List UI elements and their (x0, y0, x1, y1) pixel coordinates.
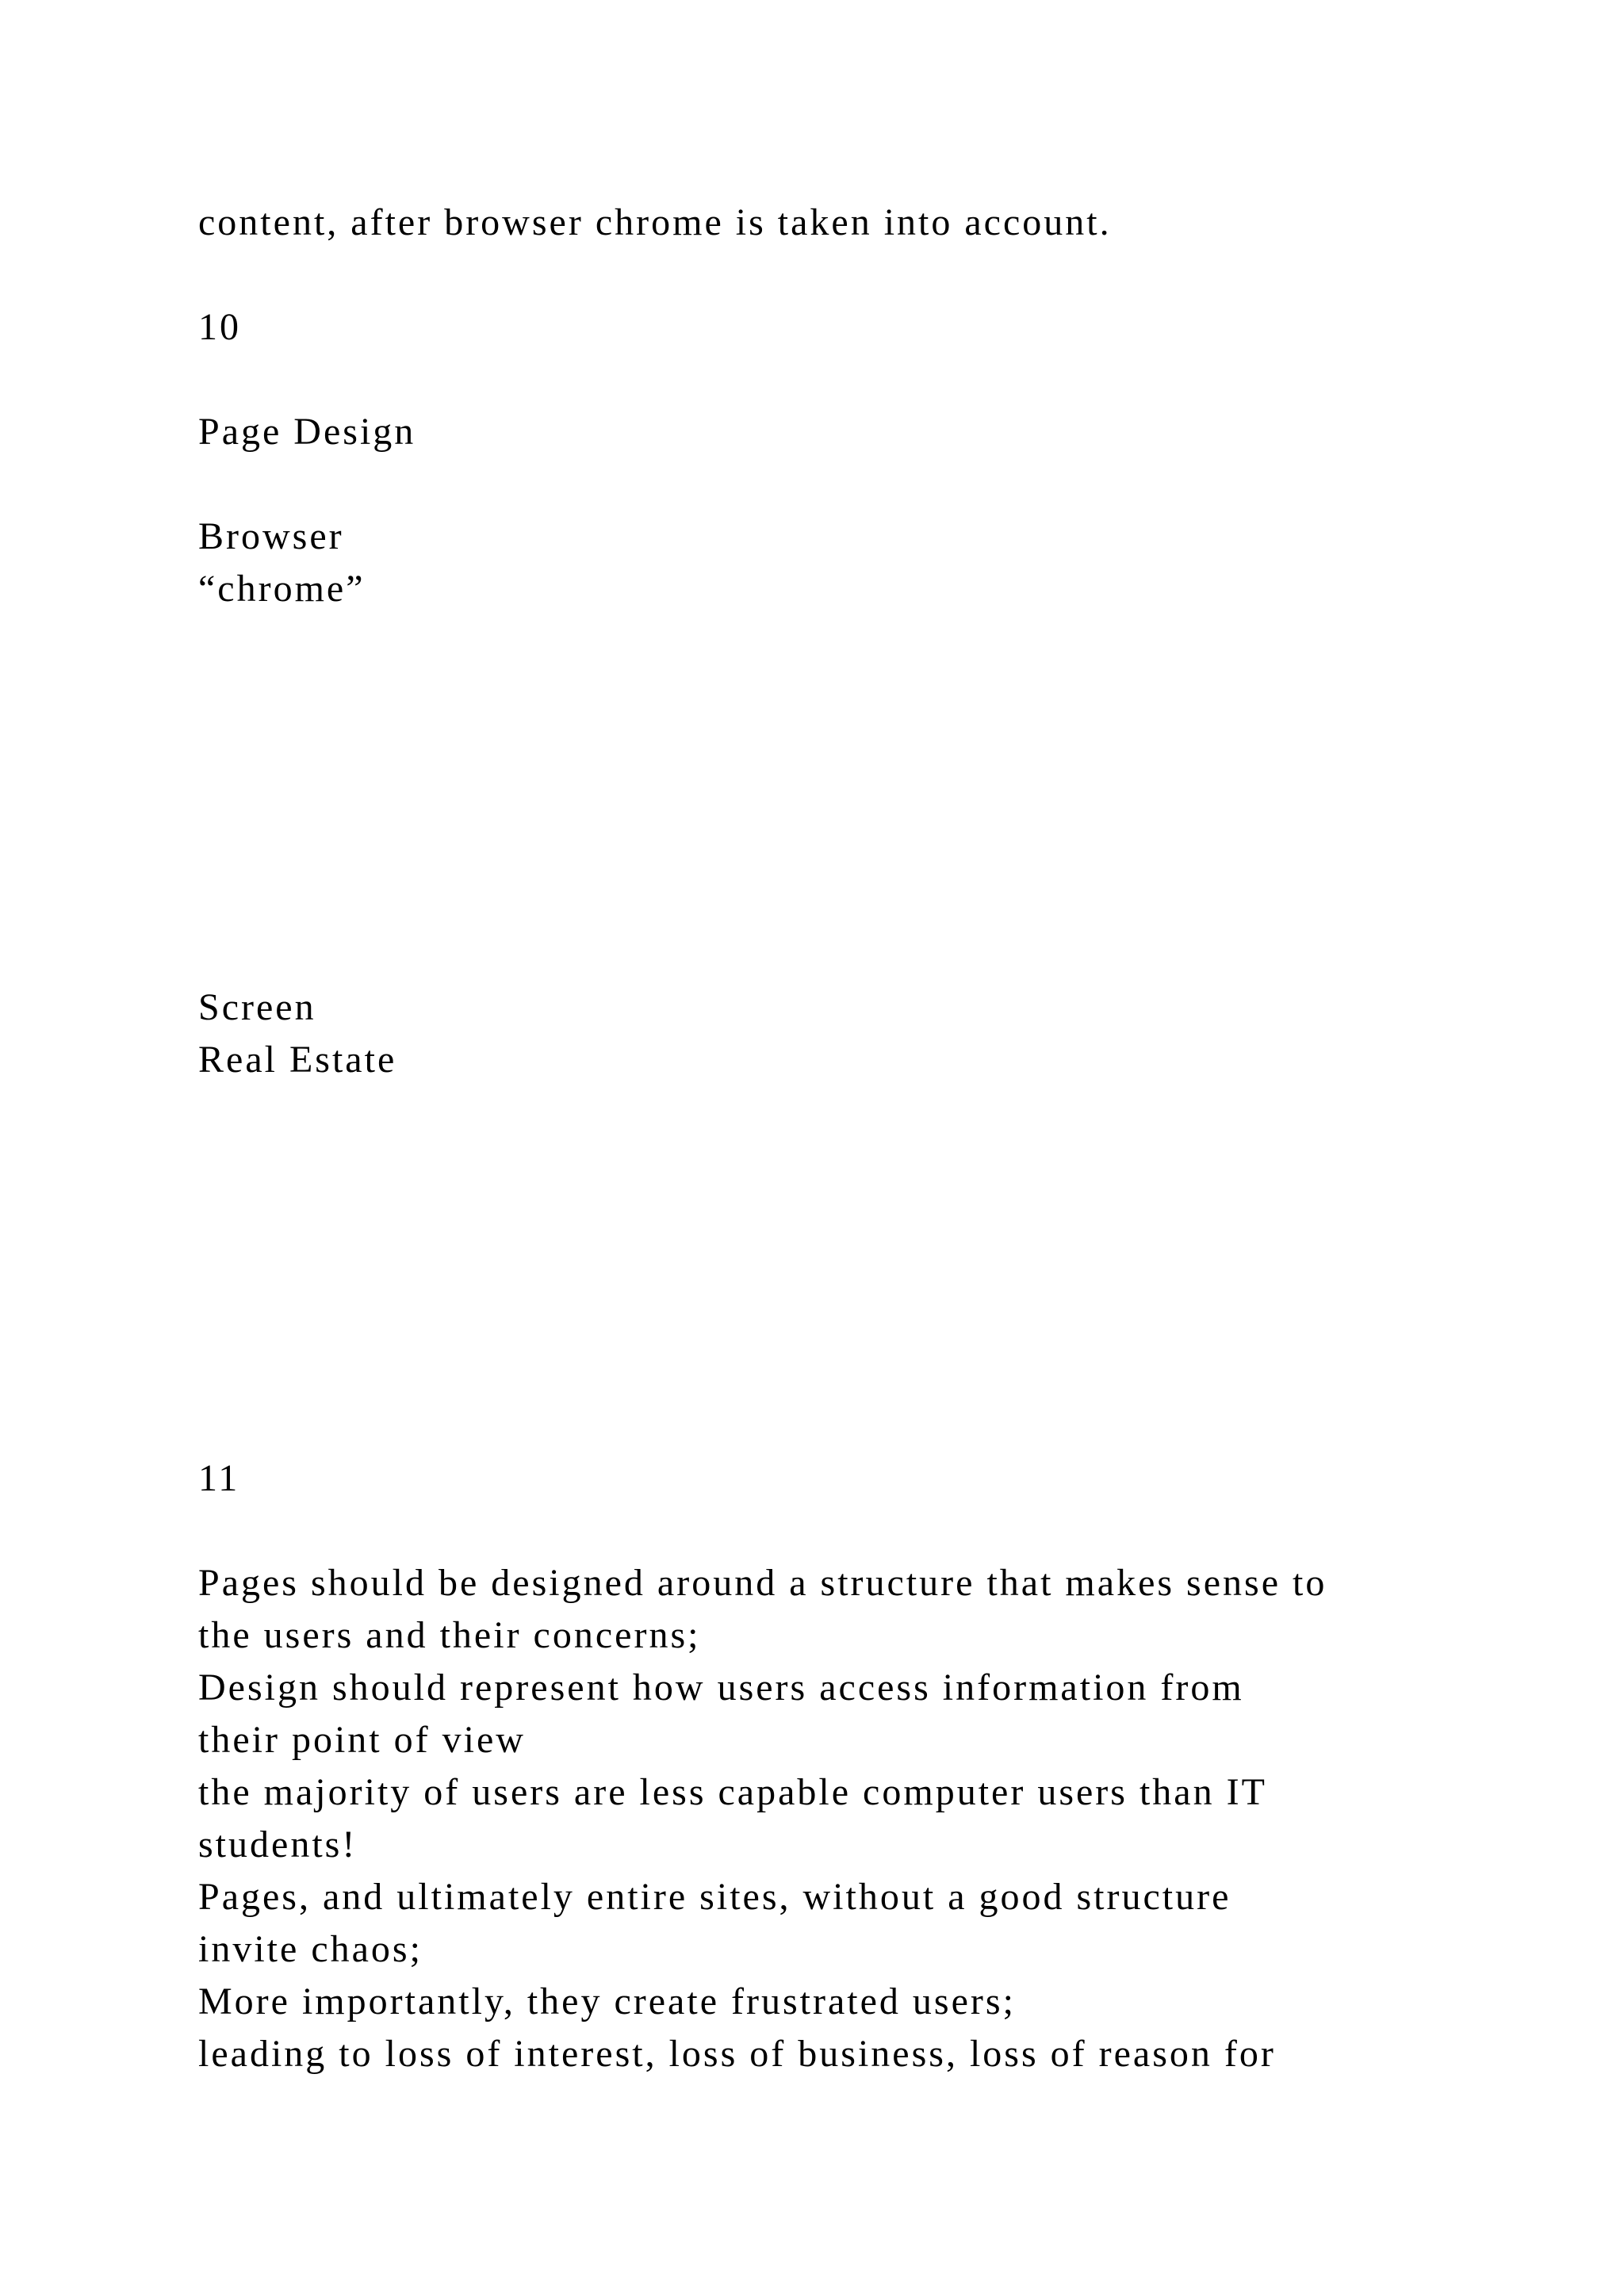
body-line-7: Pages, and ultimately entire sites, without a good structure (198, 1876, 1231, 1918)
body-line-9: More importantly, they create frustrated users; (198, 1980, 1016, 2022)
body-line-4: their point of view (198, 1719, 526, 1761)
page-number-11: 11 (198, 1457, 240, 1499)
label-real-estate: Real Estate (198, 1039, 397, 1081)
body-line-3: Design should represent how users access information from (198, 1667, 1244, 1709)
heading-page-design: Page Design (198, 411, 416, 453)
label-screen: Screen (198, 986, 316, 1028)
body-line-8: invite chaos; (198, 1928, 423, 1970)
label-chrome: “chrome” (198, 568, 366, 610)
label-browser: Browser (198, 515, 344, 557)
page-number-10: 10 (198, 306, 241, 348)
body-line-6: students! (198, 1823, 358, 1866)
body-line-10: leading to loss of interest, loss of business, loss of reason for (198, 2033, 1276, 2075)
body-line-5: the majority of users are less capable computer users than IT (198, 1771, 1267, 1813)
text-line-continuation: content, after browser chrome is taken into account. (198, 201, 1112, 243)
body-line-2: the users and their concerns; (198, 1614, 701, 1656)
body-line-1: Pages should be designed around a structure that makes sense to (198, 1562, 1327, 1604)
